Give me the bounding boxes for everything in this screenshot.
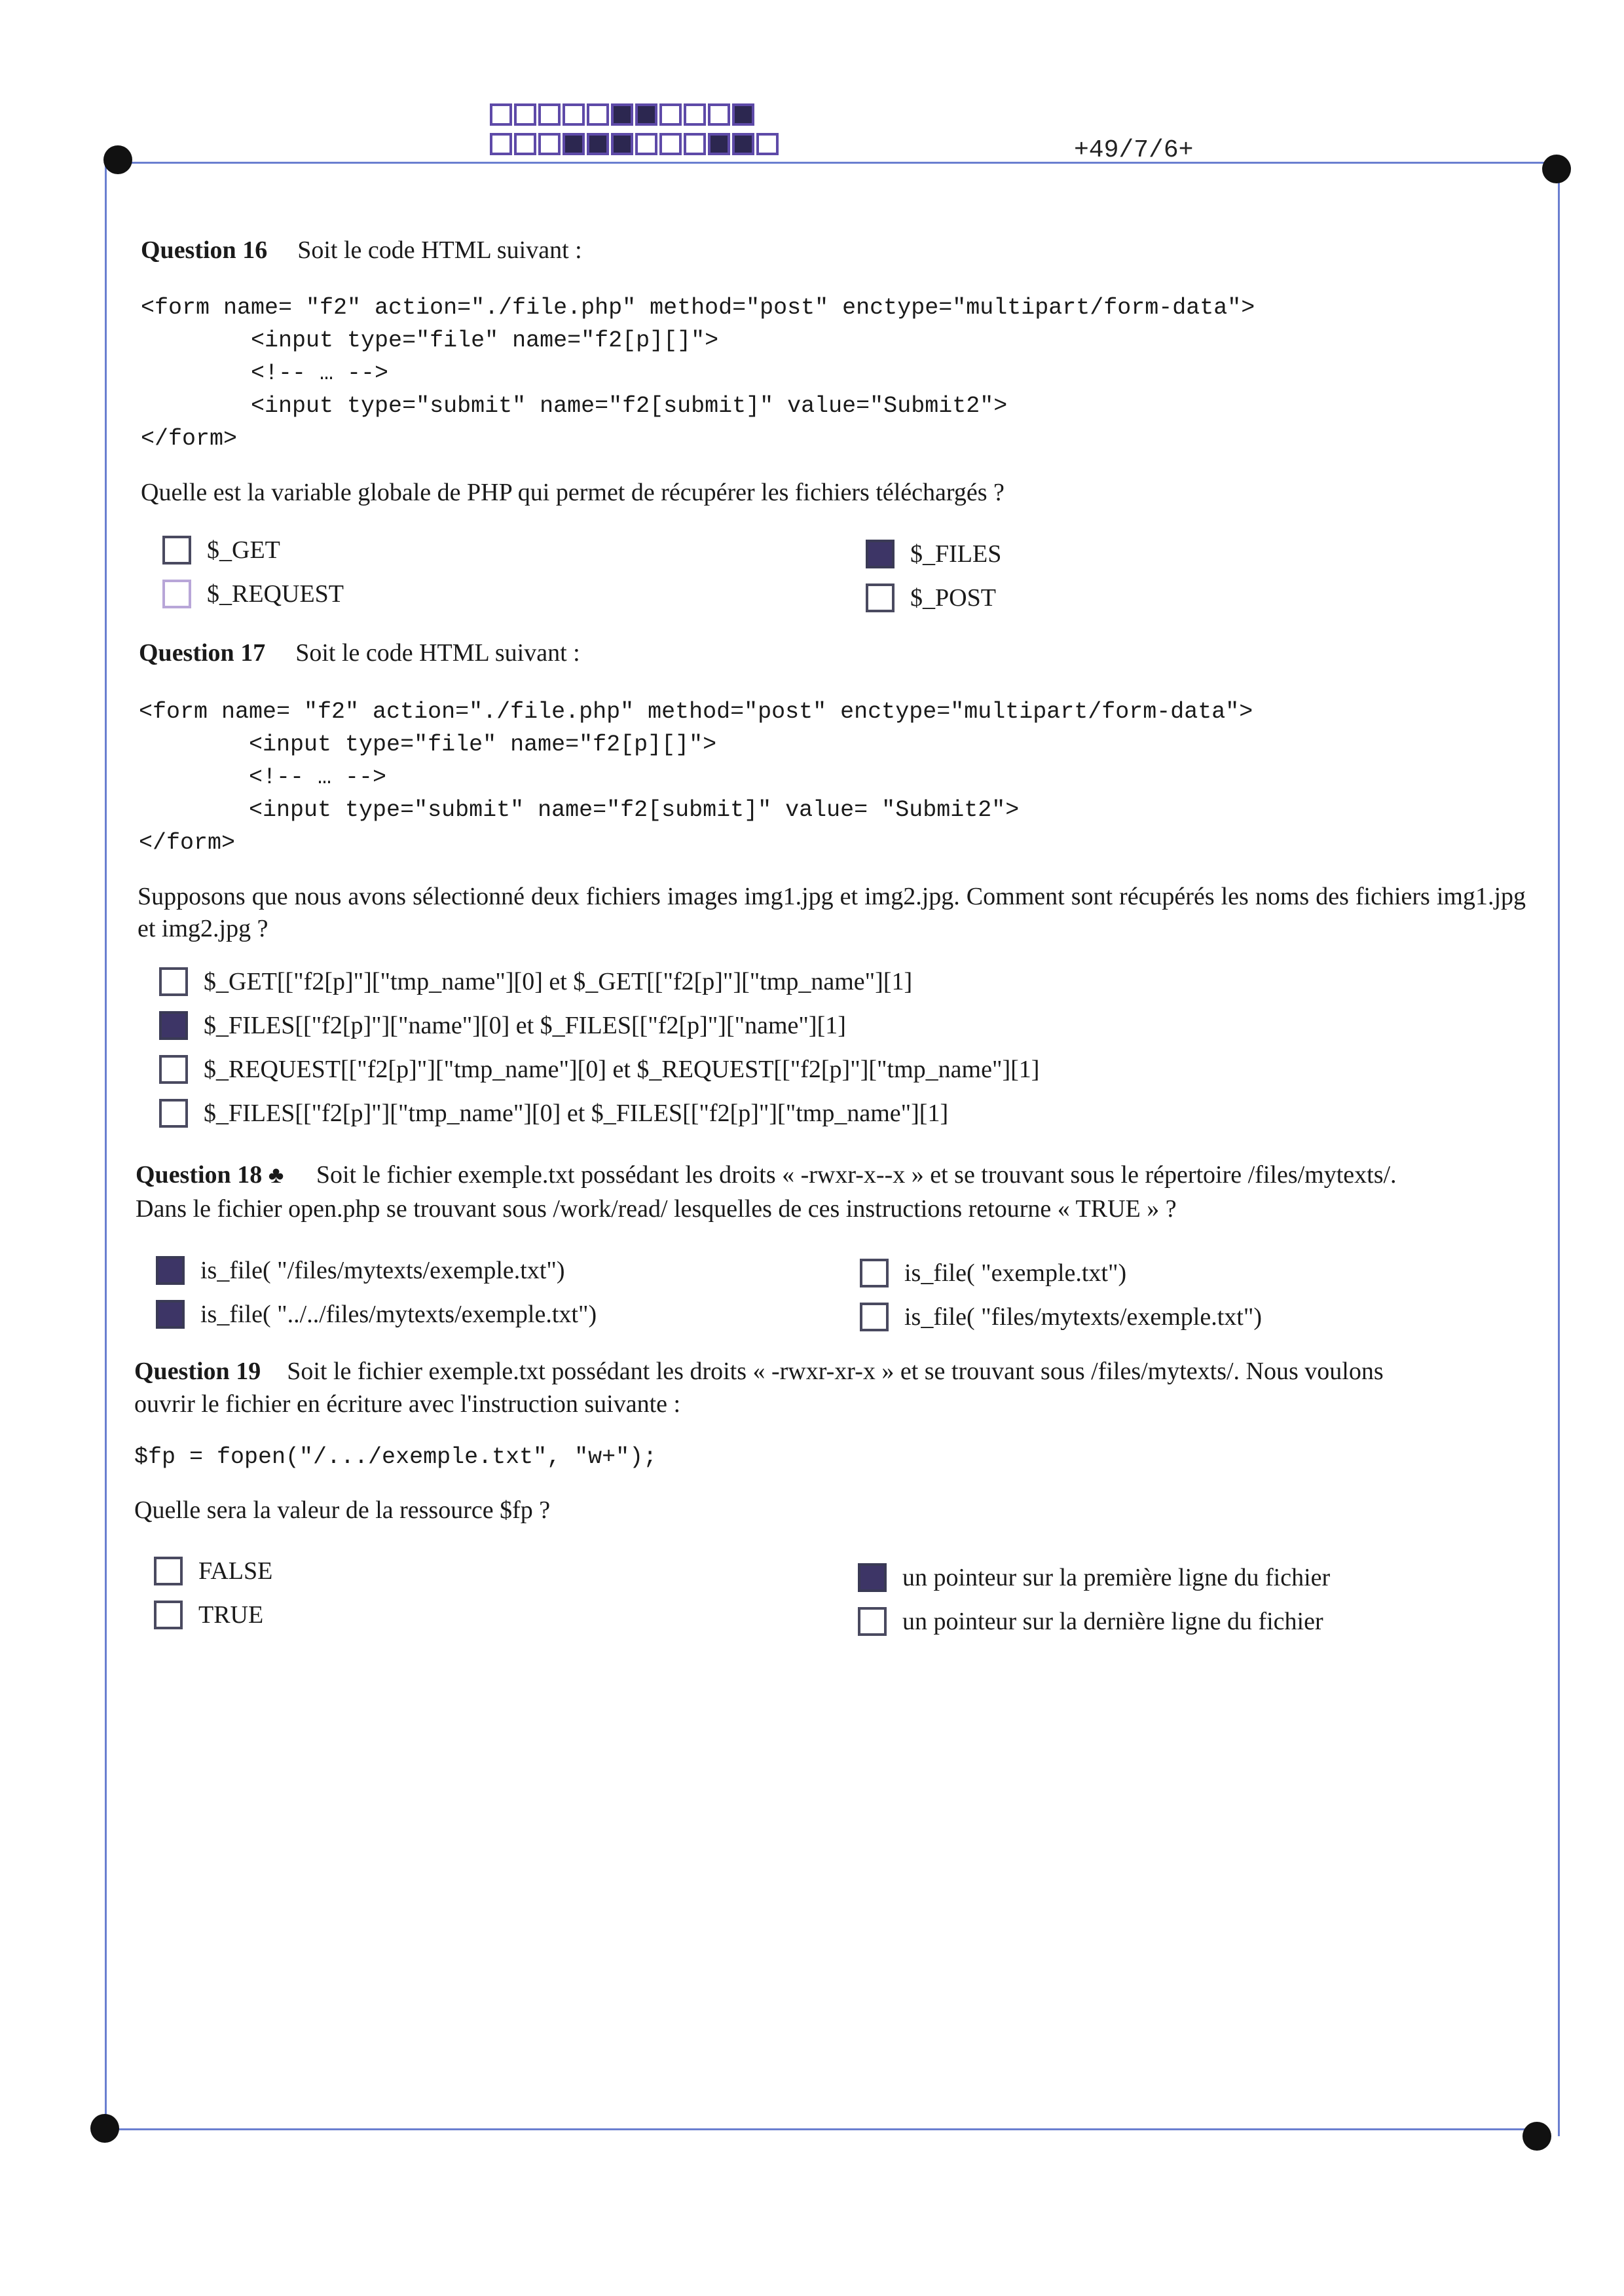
- q18-option-4[interactable]: [860, 1303, 1262, 1331]
- option-label: $_GET[["f2[p]"]["tmp_name"][0] et $_GET[["f2[p]"]["tmp_name"][1]: [204, 968, 913, 995]
- barcode-cell-filled: [587, 133, 609, 155]
- barcode-cell-filled: [708, 133, 730, 155]
- barcode-cell-empty: [684, 133, 706, 155]
- barcode-cell-empty: [635, 133, 657, 155]
- option-label: $_FILES: [910, 540, 1002, 568]
- option-label: $_POST: [910, 584, 996, 612]
- q16-option-post[interactable]: [866, 583, 996, 612]
- q17-option-3[interactable]: [159, 1055, 1039, 1084]
- option-label: $_GET: [207, 536, 280, 564]
- question-number: Question 16: [141, 236, 268, 264]
- page-barcode-row-2: [490, 133, 781, 155]
- option-label: is_file( "../../files/mytexts/exemple.txt"): [200, 1301, 597, 1328]
- q16-option-request[interactable]: [162, 580, 344, 608]
- question-text: Soit le code HTML suivant :: [297, 236, 582, 264]
- question-number: Question 18: [136, 1161, 263, 1189]
- barcode-cell-filled: [563, 133, 585, 155]
- page-identifier: +49/7/6+: [1074, 136, 1194, 164]
- option-label: is_file( "/files/mytexts/exemple.txt"): [200, 1257, 565, 1284]
- corner-marker-bottom-left: [90, 2114, 119, 2143]
- option-label: TRUE: [198, 1601, 264, 1629]
- option-label: un pointeur sur la dernière ligne du fichier: [902, 1608, 1323, 1635]
- option-label: $_FILES[["f2[p]"]["tmp_name"][0] et $_FILES[["f2[p]"]["tmp_name"][1]: [204, 1100, 949, 1127]
- option-label: FALSE: [198, 1557, 273, 1585]
- barcode-cell-empty: [490, 133, 512, 155]
- q19-option-true[interactable]: [154, 1601, 263, 1629]
- question-number: Question 17: [139, 639, 266, 667]
- barcode-cell-empty: [514, 103, 536, 126]
- question-17-heading: [139, 639, 580, 667]
- barcode-cell-filled: [611, 103, 633, 126]
- q17-option-2[interactable]: [159, 1011, 846, 1040]
- checkbox-checked[interactable]: [156, 1300, 185, 1329]
- barcode-cell-filled: [635, 103, 657, 126]
- q18-option-2[interactable]: [156, 1300, 597, 1329]
- corner-marker-top-left: [103, 145, 132, 174]
- barcode-cell-empty: [756, 133, 779, 155]
- checkbox-checked[interactable]: [156, 1256, 185, 1285]
- page-barcode-row-1: [490, 103, 756, 126]
- q19-option-last-line[interactable]: [858, 1607, 1323, 1636]
- frame-bottom: [105, 2128, 1545, 2130]
- barcode-cell-empty: [659, 133, 682, 155]
- q18-option-3[interactable]: [860, 1259, 1126, 1287]
- question-number: Question 19: [134, 1358, 261, 1385]
- barcode-cell-filled: [732, 133, 754, 155]
- barcode-cell-empty: [659, 103, 682, 126]
- checkbox-checked[interactable]: [159, 1011, 188, 1040]
- q17-option-1[interactable]: [159, 967, 912, 996]
- barcode-cell-empty: [708, 103, 730, 126]
- option-label: is_file( "files/mytexts/exemple.txt"): [904, 1303, 1263, 1331]
- club-icon: ♣: [268, 1162, 284, 1188]
- checkbox[interactable]: [159, 967, 188, 996]
- checkbox[interactable]: [858, 1607, 887, 1636]
- barcode-cell-empty: [587, 103, 609, 126]
- frame-right: [1558, 172, 1560, 2136]
- q18-option-1[interactable]: [156, 1256, 565, 1285]
- question-text: Soit le fichier exemple.txt possédant les droits « -rwxr-xr-x » et se trouvant sous /files/mytexts/. Nous voulons: [287, 1358, 1384, 1385]
- option-label: $_FILES[["f2[p]"]["name"][0] et $_FILES[["f2[p]"]["name"][1]: [204, 1012, 846, 1039]
- barcode-cell-empty: [514, 133, 536, 155]
- question-17-code: <form name= "f2" action="./file.php" method="post" enctype="multipart/form-data"> <input type="file" name="f2[p][]"> <!-- … --> <input type="submit" name="f2[submit]" value= "Submit2"> </form>: [139, 699, 1253, 856]
- checkbox[interactable]: [162, 580, 191, 608]
- option-label: $_REQUEST: [207, 580, 344, 608]
- option-label: un pointeur sur la première ligne du fichier: [902, 1564, 1331, 1591]
- corner-marker-bottom-right: [1522, 2122, 1551, 2151]
- q19-option-false[interactable]: [154, 1557, 272, 1585]
- barcode-cell-filled: [732, 103, 754, 126]
- barcode-cell-empty: [490, 103, 512, 126]
- question-17-prompt: Supposons que nous avons sélectionné deux fichiers images img1.jpg et img2.jpg. Comment sont récupérés les noms des fichiers img1.jpg et img2.jpg ?: [138, 883, 1526, 942]
- q16-option-get[interactable]: [162, 536, 280, 565]
- checkbox-checked[interactable]: [858, 1563, 887, 1592]
- question-19-prompt: Quelle sera la valeur de la ressource $fp ?: [134, 1496, 551, 1524]
- barcode-cell-empty: [684, 103, 706, 126]
- option-label: is_file( "exemple.txt"): [904, 1259, 1127, 1287]
- q17-option-4[interactable]: [159, 1099, 948, 1128]
- frame-top: [118, 162, 1559, 164]
- checkbox[interactable]: [860, 1303, 889, 1331]
- checkbox[interactable]: [159, 1099, 188, 1128]
- question-16-prompt: Quelle est la variable globale de PHP qui permet de récupérer les fichiers téléchargés ?: [141, 479, 1005, 506]
- checkbox[interactable]: [154, 1601, 183, 1629]
- barcode-cell-empty: [538, 103, 561, 126]
- question-18-text-line-2: Dans le fichier open.php se trouvant sous /work/read/ lesquelles de ces instructions retourne « TRUE » ?: [136, 1195, 1177, 1223]
- checkbox[interactable]: [162, 536, 191, 565]
- checkbox-checked[interactable]: [866, 540, 895, 568]
- corner-marker-top-right: [1542, 155, 1571, 183]
- checkbox[interactable]: [159, 1055, 188, 1084]
- question-18-heading: [136, 1160, 1397, 1189]
- question-16-heading: [141, 236, 582, 265]
- checkbox[interactable]: [866, 583, 895, 612]
- question-text: Soit le code HTML suivant :: [295, 639, 580, 667]
- question-19-text-line-2: ouvrir le fichier en écriture avec l'instruction suivante :: [134, 1390, 681, 1418]
- checkbox[interactable]: [154, 1557, 183, 1585]
- option-label: $_REQUEST[["f2[p]"]["tmp_name"][0] et $_REQUEST[["f2[p]"]["tmp_name"][1]: [204, 1056, 1040, 1083]
- question-16-code: <form name= "f2" action="./file.php" method="post" enctype="multipart/form-data"> <input type="file" name="f2[p][]"> <!-- … --> <input type="submit" name="f2[submit]" value="Submit2"> </form>: [141, 295, 1255, 452]
- checkbox[interactable]: [860, 1259, 889, 1287]
- q16-option-files[interactable]: [866, 540, 1001, 568]
- barcode-cell-empty: [538, 133, 561, 155]
- frame-left: [105, 164, 107, 2128]
- question-text: Soit le fichier exemple.txt possédant les droits « -rwxr-x--x » et se trouvant sous le répertoire /files/mytexts/.: [316, 1161, 1397, 1189]
- barcode-cell-empty: [563, 103, 585, 126]
- q19-option-first-line[interactable]: [858, 1563, 1330, 1592]
- question-19-heading: [134, 1357, 1384, 1386]
- question-19-code: $fp = fopen("/.../exemple.txt", "w+");: [134, 1444, 657, 1470]
- barcode-cell-filled: [611, 133, 633, 155]
